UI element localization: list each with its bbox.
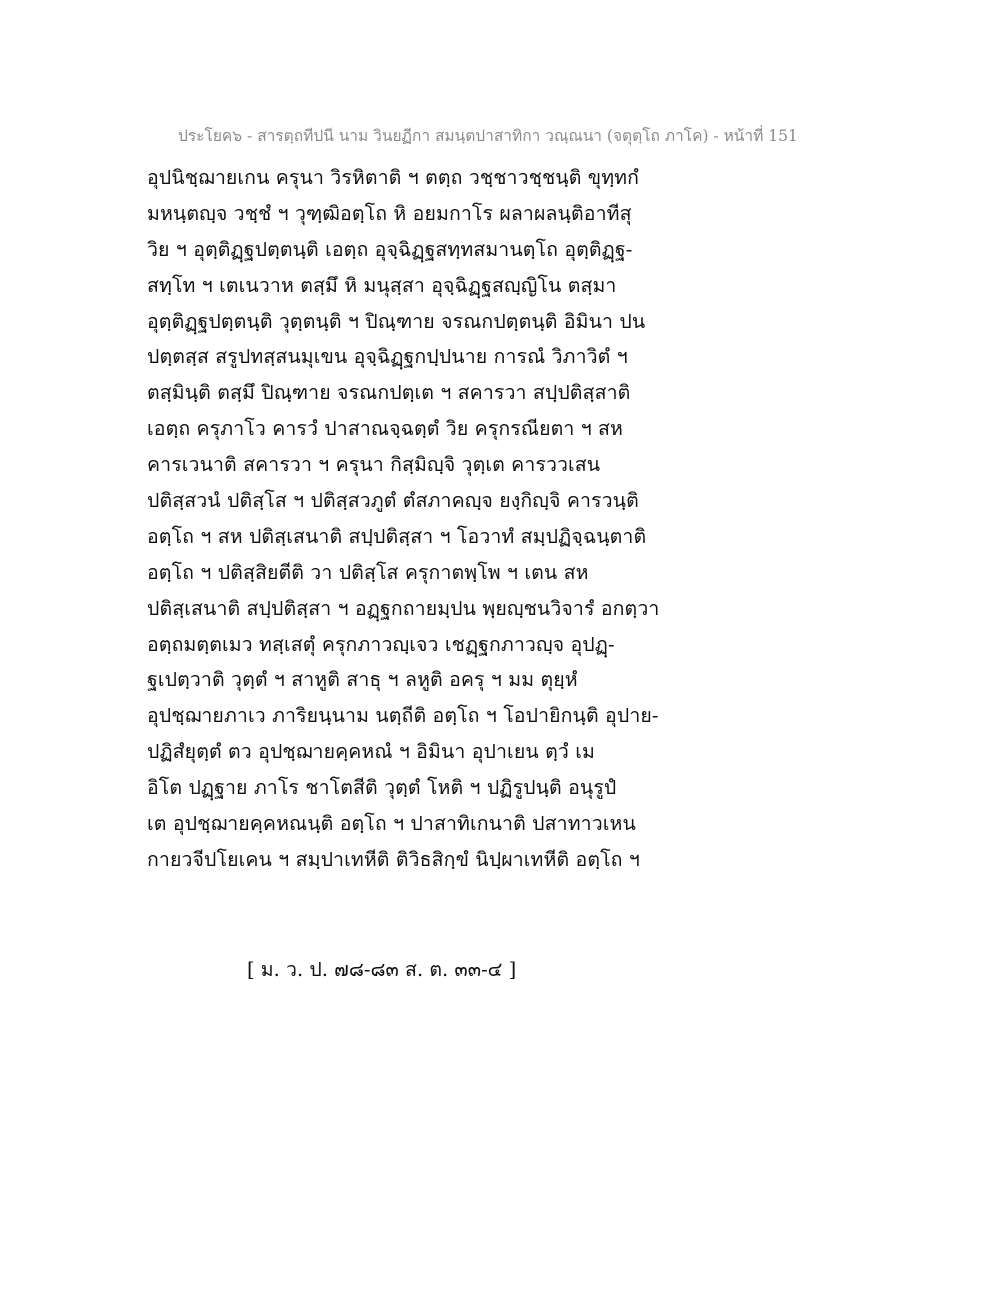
text-line: คารเวนาติ สคารวา ฯ ครุนา กิสฺมิญฺจิ วุตฺเต คารววเสน	[147, 453, 601, 477]
body-text	[147, 160, 707, 878]
text-line: กายวจีปโยเคน ฯ สมฺปาเทหีติ ติวิธสิกฺขํ นิปฺผาเทหีติ อตฺโถ ฯ	[147, 847, 640, 871]
text-line: ฐเปตฺวาติ วุตฺตํ ฯ สาหูติ สาธุ ฯ ลหูติ อครุ ฯ มม ตุยฺหํ	[147, 668, 578, 692]
text-line: สทฺโท ฯ เตเนวาห ตสฺมึ หิ มนุสฺสา อุจฺฉิฏฺฐสญฺญิโน ตสฺมา	[147, 273, 617, 297]
source-reference: [ ม. ว. ป. ๗๘-๘๓ ส. ต. ๓๓-๔ ]	[247, 958, 517, 981]
running-header: ประโยค๖ - สารตฺถทีปนี นาม วินยฏีกา สมนฺตปาสาทิกา วณฺณนา (จตุตฺโถ ภาโค) - หน้าที่ 151	[178, 127, 798, 145]
text-line: ปฏิสํยุตฺตํ ตว อุปชฺฌายคฺคหณํ ฯ อิมินา อุปาเยน ตฺวํ เม	[147, 740, 595, 764]
text-line: อุปชฺฌายภาเว ภาริยนฺนาม นตฺถีติ อตฺโถ ฯ โอปายิกนฺติ อุปาย-	[147, 704, 659, 728]
text-line: อตฺโถ ฯ ปติสฺสิยตีติ วา ปติสฺโส ครุกาตพฺโพ ฯ เตน สห	[147, 560, 589, 584]
text-line: ตสฺมินฺติ ตสฺมึ ปิณฺฑาย จรณกปตฺเต ฯ สคารวา สปฺปติสฺสาติ	[147, 381, 631, 405]
text-line: เอตฺถ ครุภาโว คารวํ ปาสาณจฺฉตฺตํ วิย ครุกรณียตา ฯ สห	[147, 417, 624, 441]
text-line: อุปนิชฺฌายเกน ครุนา วิรหิตาติ ฯ ตตฺถ วชฺชาวชฺชนฺติ ขุทฺทกํ	[147, 166, 640, 189]
text-line: อิโต ปฏฺฐาย ภาโร ชาโตสีติ วุตฺตํ โหติ ฯ ปฏิรูปนฺติ อนุรูปํ	[147, 776, 617, 800]
text-line: เต อุปชฺฌายคฺคหณนฺติ อตฺโถ ฯ ปาสาทิเกนาติ ปสาทาวเหน	[147, 812, 636, 836]
text-line: อตฺถมตฺตเมว ทสฺเสตุํ ครุกภาวญฺเจว เชฏฺฐกภาวญฺจ อุปฏฺ-	[147, 632, 615, 656]
text-line: มหนฺตญฺจ วชฺชํ ฯ วุฑฺฒิอตฺโถ หิ อยมกาโร ผลาผลนฺติอาทีสุ	[147, 201, 632, 225]
text-line: ปติสฺเสนาติ สปฺปติสฺสา ฯ อฏฺฐกถายมฺปน พฺยญฺชนวิจารํ อกตฺวา	[147, 596, 660, 620]
text-line: วิย ฯ อุตฺติฏฺฐปตฺตนฺติ เอตฺถ อุจฺฉิฏฺฐสทฺทสมานตฺโถ อุตฺติฏฺฐ-	[147, 237, 633, 261]
text-line: อตฺโถ ฯ สห ปติสฺเสนาติ สปฺปติสฺสา ฯ โอวาทํ สมฺปฏิจฺฉนฺตาติ	[147, 524, 647, 548]
text-line: อุตฺติฏฺฐปตฺตนฺติ วุตฺตนฺติ ฯ ปิณฺฑาย จรณกปตฺตนฺติ อิมินา ปน	[147, 309, 646, 333]
text-line: ปติสฺสวนํ ปติสฺโส ฯ ปติสฺสวภูตํ ตํสภาคญฺจ ยงฺกิญฺจิ คารวนฺติ	[147, 489, 639, 513]
text-line: ปตฺตสฺส สรูปทสฺสนมุเขน อุจฺฉิฏฺฐกปฺปนาย การณํ วิภาวิตํ ฯ	[147, 345, 628, 369]
